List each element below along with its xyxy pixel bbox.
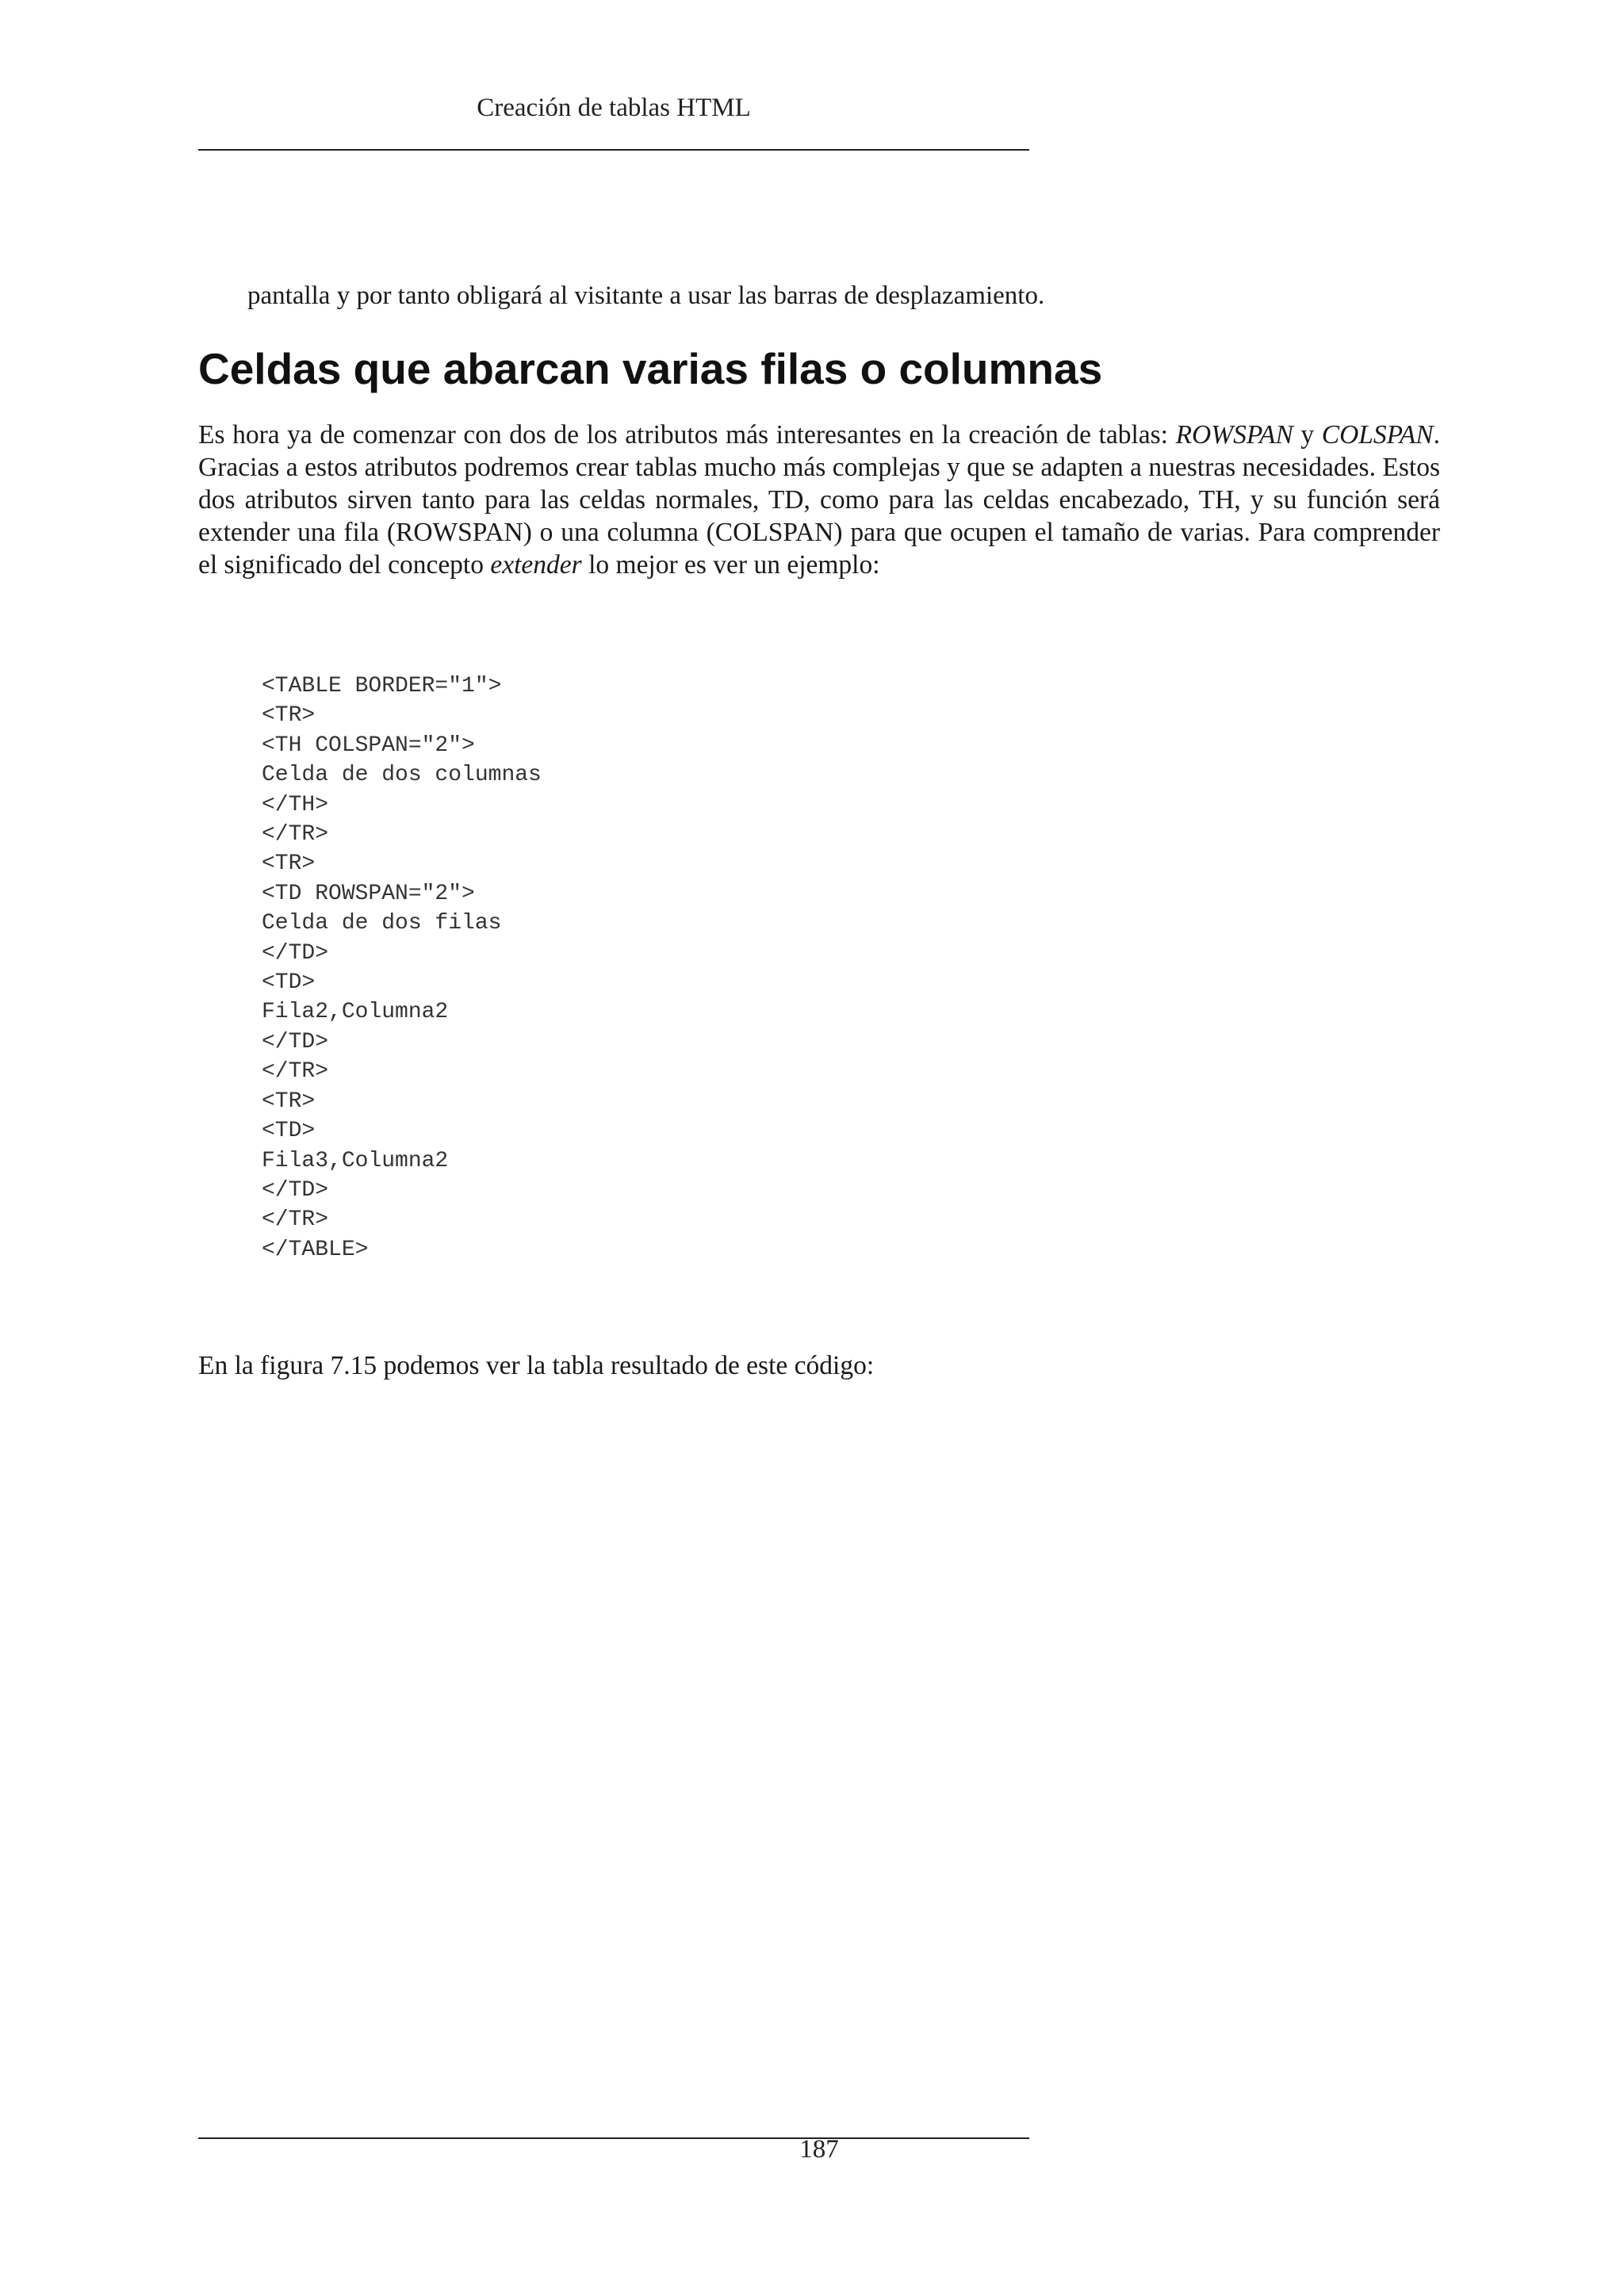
code-line: <TD ROWSPAN="2">: [262, 881, 475, 906]
code-line: <TR>: [262, 703, 316, 729]
paragraph-text-4: lo mejor es ver un ejemplo:: [581, 550, 880, 580]
code-line: <TD>: [262, 1119, 316, 1144]
code-line: <TR>: [262, 1089, 316, 1114]
code-line: Celda de dos columnas: [262, 763, 542, 788]
code-line: Fila3,Columna2: [262, 1148, 449, 1173]
rowspan-term: ROWSPAN: [1175, 420, 1293, 450]
intro-paragraph: [198, 419, 1440, 581]
code-line: </TH>: [262, 792, 329, 817]
page-number: 187: [799, 2135, 839, 2164]
code-line: Fila2,Columna2: [262, 1000, 449, 1025]
colspan-term: COLSPAN: [1321, 420, 1434, 450]
figure-reference-text: En la figura 7.15 podemos ver la tabla resultado de este código:: [198, 1351, 875, 1380]
code-line: </TR>: [262, 1207, 329, 1233]
section-heading: Celdas que abarcan varias filas o columnas: [198, 344, 1103, 393]
code-line: </TD>: [262, 1029, 329, 1054]
code-line: <TH COLSPAN="2">: [262, 733, 475, 758]
header-rule: [198, 149, 1029, 151]
paragraph-text-2: y: [1293, 420, 1322, 450]
code-line: <TD>: [262, 970, 316, 996]
code-line: Celda de dos filas: [262, 911, 502, 936]
code-line: <TR>: [262, 851, 316, 877]
paragraph-text-3: . Gracias a estos atributos podremos crear tablas mucho más complejas y que se adapten a nuestras necesidades. Estos dos atributos sirven tanto para las celdas normales, TD, como para las celdas encabezado, TH, y su función será extender una fila (ROWSPAN) o una columna (COLSPAN) para que ocupen el tamaño de varias. Para comprender el significado del concepto: [198, 420, 1441, 580]
code-line: </TD>: [262, 1177, 329, 1203]
code-line: </TR>: [262, 822, 329, 848]
extender-term: extender: [490, 550, 582, 580]
code-line: </TR>: [262, 1059, 329, 1085]
code-line: </TD>: [262, 940, 329, 966]
code-line: </TABLE>: [262, 1237, 369, 1262]
paragraph-text-1: Es hora ya de comenzar con dos de los atributos más interesantes en la creación de tablas:: [198, 420, 1176, 450]
code-line: <TABLE BORDER="1">: [262, 674, 502, 698]
code-example: [262, 672, 542, 1265]
continued-paragraph-line: pantalla y por tanto obligará al visitante a usar las barras de desplazamiento.: [247, 281, 1045, 310]
running-header: Creación de tablas HTML: [477, 94, 751, 122]
